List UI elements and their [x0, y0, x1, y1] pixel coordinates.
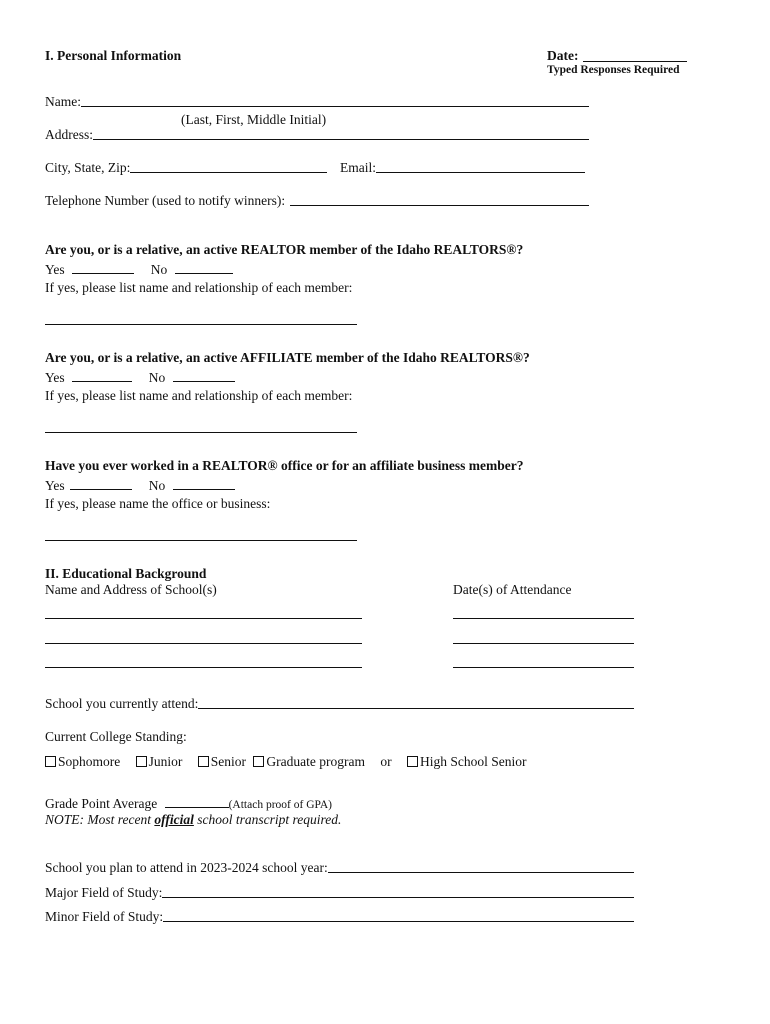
city-state-zip-label: City, State, Zip:	[45, 160, 131, 175]
date-label: Date:	[547, 48, 579, 63]
worked-no-label: No	[148, 478, 166, 493]
realtor-yes-blank[interactable]	[72, 261, 134, 274]
senior-checkbox[interactable]	[198, 756, 209, 767]
telephone-label: Telephone Number (used to notify winners):	[45, 193, 286, 208]
realtor-yes-label: Yes	[45, 262, 65, 277]
minor-field[interactable]	[45, 909, 634, 925]
school-column-header: Name and Address of School(s)	[45, 582, 217, 597]
worked-yes-blank[interactable]	[70, 477, 132, 490]
gpa-note: (Attach proof of GPA)	[228, 799, 332, 811]
dates-line-1[interactable]	[453, 618, 634, 619]
address-input-line[interactable]	[93, 138, 589, 140]
or-text: or	[380, 754, 392, 769]
telephone-input-line[interactable]	[290, 204, 589, 206]
current-school-field[interactable]	[45, 696, 634, 712]
sophomore-label: Sophomore	[58, 754, 121, 769]
senior-label: Senior	[210, 754, 246, 769]
section-educational-background-heading: II. Educational Background	[45, 566, 207, 581]
affiliate-no-blank[interactable]	[173, 369, 235, 382]
city-state-zip-input-line[interactable]	[130, 171, 327, 173]
graduate-checkbox[interactable]	[253, 756, 264, 767]
sophomore-checkbox[interactable]	[45, 756, 56, 767]
worked-followup-text: If yes, please name the office or business:	[45, 496, 271, 511]
email-input-line[interactable]	[376, 171, 585, 173]
telephone-field[interactable]	[45, 193, 589, 209]
name-hint: (Last, First, Middle Initial)	[181, 112, 327, 127]
realtor-no-blank[interactable]	[175, 261, 233, 274]
affiliate-members-answer-line[interactable]	[45, 432, 357, 433]
high-school-senior-checkbox[interactable]	[407, 756, 418, 767]
date-field[interactable]	[583, 61, 687, 62]
typed-responses-note: Typed Responses Required	[547, 64, 680, 76]
affiliate-no-label: No	[148, 370, 166, 385]
affiliate-yes-blank[interactable]	[72, 369, 132, 382]
planned-school-input-line[interactable]	[328, 871, 634, 873]
affiliate-member-question: Are you, or is a relative, an active AFFILIATE member of the Idaho REALTORS®?	[45, 350, 530, 365]
major-label: Major Field of Study:	[45, 885, 163, 900]
option-graduate[interactable]	[253, 754, 365, 769]
minor-input-line[interactable]	[163, 920, 634, 922]
affiliate-yes-no-row	[45, 369, 235, 386]
option-junior[interactable]	[136, 754, 183, 769]
gpa-label: Grade Point Average	[45, 796, 158, 811]
junior-checkbox[interactable]	[136, 756, 147, 767]
transcript-note-prefix: NOTE: Most recent	[45, 812, 151, 827]
option-sophomore[interactable]	[45, 754, 120, 769]
address-field[interactable]	[45, 127, 589, 143]
junior-label: Junior	[148, 754, 183, 769]
realtor-no-label: No	[150, 262, 168, 277]
name-label: Name:	[45, 94, 81, 109]
school-line-3[interactable]	[45, 667, 362, 668]
realtor-members-answer-line[interactable]	[45, 324, 357, 325]
major-input-line[interactable]	[162, 896, 634, 898]
gpa-row	[45, 795, 332, 813]
dates-line-3[interactable]	[453, 667, 634, 668]
dates-column-header: Date(s) of Attendance	[453, 582, 572, 597]
affiliate-yes-label: Yes	[45, 370, 65, 385]
transcript-note-suffix: school transcript required.	[197, 812, 342, 827]
college-standing-options	[45, 754, 526, 770]
worked-no-blank[interactable]	[173, 477, 235, 490]
name-input-line[interactable]	[81, 105, 589, 107]
minor-label: Minor Field of Study:	[45, 909, 164, 924]
email-label: Email:	[340, 160, 376, 175]
current-school-label: School you currently attend:	[45, 696, 199, 711]
gpa-blank[interactable]	[165, 795, 229, 808]
school-line-2[interactable]	[45, 643, 362, 644]
high-school-senior-label: High School Senior	[419, 754, 527, 769]
school-line-1[interactable]	[45, 618, 362, 619]
college-standing-label: Current College Standing:	[45, 729, 187, 744]
section-personal-info-heading: I. Personal Information	[45, 48, 182, 63]
affiliate-followup-text: If yes, please list name and relationship of each member:	[45, 388, 353, 403]
city-state-zip-field[interactable]	[45, 160, 327, 176]
planned-school-field[interactable]	[45, 860, 634, 876]
address-label: Address:	[45, 127, 93, 142]
major-field[interactable]	[45, 885, 634, 901]
realtor-followup-text: If yes, please list name and relationship of each member:	[45, 280, 353, 295]
option-high-school-senior[interactable]	[407, 754, 527, 769]
realtor-member-question: Are you, or is a relative, an active REALTOR member of the Idaho REALTORS®?	[45, 242, 524, 257]
realtor-yes-no-row	[45, 261, 233, 278]
transcript-note	[45, 812, 341, 828]
name-field[interactable]	[45, 94, 589, 110]
planned-school-label: School you plan to attend in 2023-2024 school year:	[45, 860, 328, 875]
worked-office-question: Have you ever worked in a REALTOR® office or for an affiliate business member?	[45, 458, 524, 473]
worked-yes-label: Yes	[45, 478, 65, 493]
option-senior[interactable]	[198, 754, 246, 769]
dates-line-2[interactable]	[453, 643, 634, 644]
worked-yes-no-row	[45, 477, 235, 494]
email-field[interactable]	[340, 160, 585, 176]
worked-office-answer-line[interactable]	[45, 540, 357, 541]
graduate-label: Graduate program	[266, 754, 365, 769]
current-school-input-line[interactable]	[198, 707, 634, 709]
transcript-note-emphasis: official	[154, 812, 194, 827]
